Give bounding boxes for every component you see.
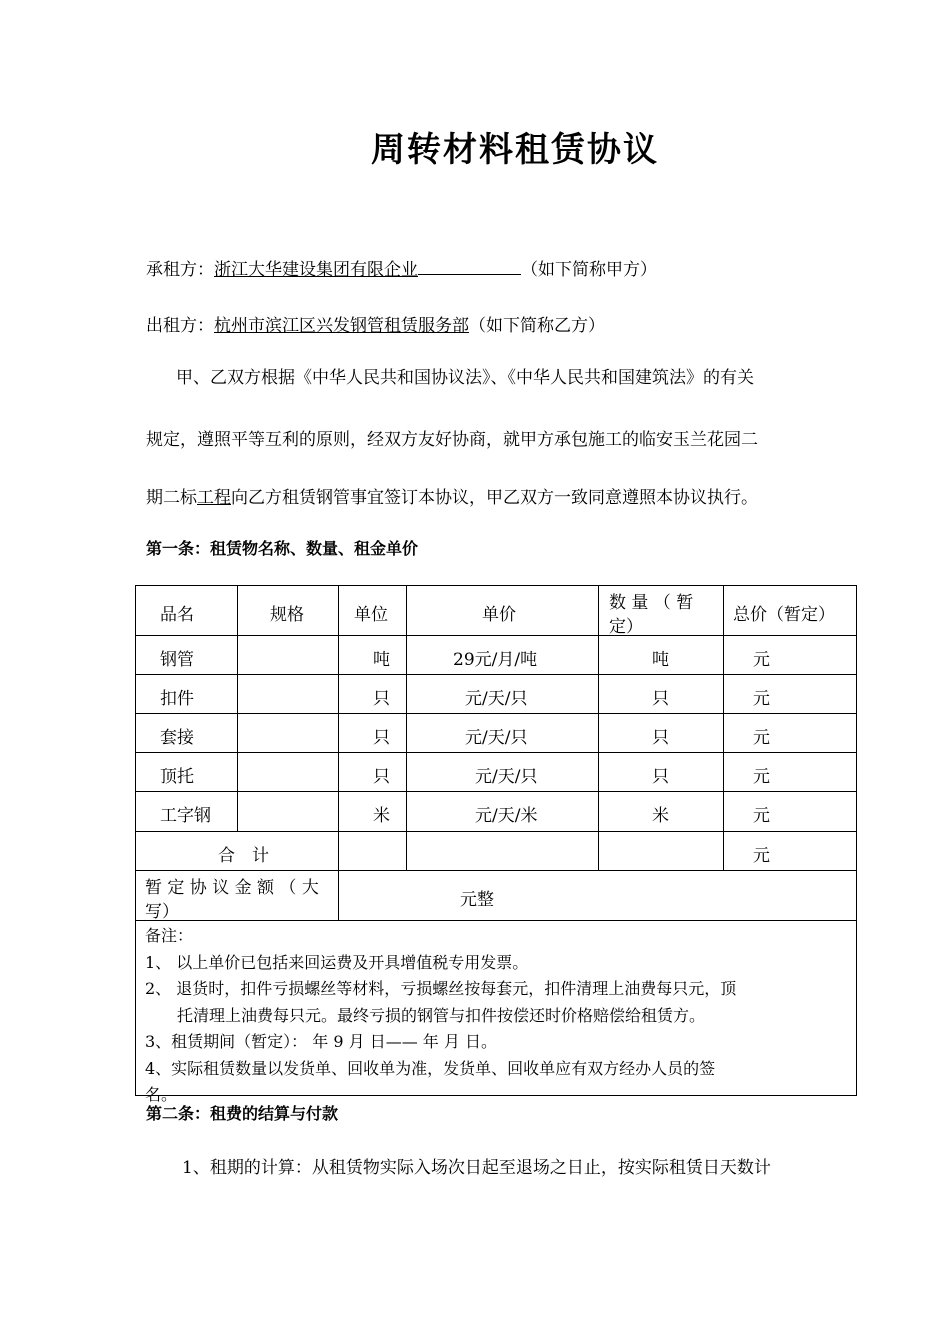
- table-row-cell: [406, 791, 599, 832]
- row-name: 套接: [160, 728, 194, 748]
- row-total: 元: [753, 728, 770, 748]
- table-row-cell: [135, 713, 238, 753]
- note-item: 4、实际租赁数量以发货单、回收单为准，发货单、回收单应有双方经办人员的签: [145, 1058, 716, 1078]
- row-qty: 只: [652, 767, 669, 787]
- row-name: 工字钢: [160, 806, 211, 826]
- amount-label-line1: 暂 定 协 议 金 额 （ 大: [145, 878, 319, 898]
- table-row-cell: [237, 791, 339, 832]
- header-name-cell: [135, 585, 238, 636]
- row-name: 顶托: [160, 767, 194, 787]
- table-row-cell: [406, 752, 599, 792]
- row-qty: 米: [652, 806, 669, 826]
- sum-label-cell: [135, 831, 339, 871]
- table-row-cell: [338, 674, 407, 714]
- table-row-cell: [598, 674, 724, 714]
- row-total: 元: [753, 650, 770, 670]
- header-unit: 单位: [354, 605, 388, 625]
- document-title: 周转材料租赁协议: [371, 130, 659, 170]
- row-unit: 只: [373, 728, 390, 748]
- lessee-suffix: （如下简称甲方）: [521, 260, 657, 280]
- header-name: 品名: [160, 605, 194, 625]
- table-row-cell: [723, 635, 857, 675]
- row-unit: 只: [373, 767, 390, 787]
- table-row-cell: [135, 674, 238, 714]
- sum-price-cell: [406, 831, 599, 871]
- header-spec: 规格: [270, 605, 304, 625]
- lessor-name: 杭州市滨江区兴发钢管租赁服务部: [214, 316, 469, 336]
- article-2-line-1: 1、租期的计算：从租赁物实际入场次日起至退场之日止，按实际租赁日天数计: [182, 1158, 771, 1178]
- amount-label-cell: [135, 870, 339, 921]
- note-item: 名。: [145, 1085, 178, 1104]
- header-qty-line2: 定）: [609, 617, 643, 637]
- note-item: 托清理上油费每只元。最终亏损的钢管与扣件按偿还时价格赔偿给租赁方。: [145, 1005, 706, 1025]
- row-qty: 只: [652, 728, 669, 748]
- note-item: 3、租赁期间（暂定）： 年 9 月 日—— 年 月 日。: [145, 1032, 497, 1051]
- row-total: 元: [753, 806, 770, 826]
- row-total: 元: [753, 689, 770, 709]
- amount-value: 元整: [460, 890, 494, 910]
- table-row-cell: [237, 674, 339, 714]
- header-spec-cell: [237, 585, 339, 636]
- table-row-cell: [135, 791, 238, 832]
- intro-line-3-start: 期二标: [146, 488, 197, 508]
- table-row-cell: [338, 752, 407, 792]
- table-row-cell: [237, 752, 339, 792]
- amount-value-cell: [338, 870, 857, 921]
- header-qty-line1: 数 量 （ 暂: [609, 593, 694, 613]
- table-row-cell: [723, 752, 857, 792]
- lessor-suffix: （如下简称乙方）: [469, 316, 605, 336]
- row-unit: 吨: [373, 650, 390, 670]
- sum-label: 合 计: [218, 846, 269, 866]
- table-row-cell: [598, 791, 724, 832]
- row-qty: 吨: [652, 650, 669, 670]
- lessee-name: 浙江大华建设集团有限企业: [214, 260, 418, 280]
- notes-cell: [135, 920, 857, 1104]
- table-row-cell: [135, 635, 238, 675]
- row-price: 元/天/只: [475, 767, 538, 787]
- lessee-blank-underline: [418, 257, 521, 275]
- row-qty: 只: [652, 689, 669, 709]
- row-price: 元/天/只: [465, 689, 528, 709]
- article-2-heading: 第二条：租费的结算与付款: [146, 1104, 339, 1123]
- note-item: 2、 退货时，扣件亏损螺丝等材料，亏损螺丝按每套元，扣件清理上油费每只元，顶: [145, 979, 737, 998]
- table-row-cell: [338, 635, 407, 675]
- table-row-cell: [723, 674, 857, 714]
- header-total-cell: [723, 585, 857, 636]
- row-total: 元: [753, 767, 770, 787]
- sum-unit-cell: [338, 831, 407, 871]
- row-unit: 只: [373, 689, 390, 709]
- note-item: 1、 以上单价已包括来回运费及开具增值税专用发票。: [145, 952, 529, 972]
- header-price: 单价: [482, 605, 516, 625]
- table-row-cell: [406, 674, 599, 714]
- table-row-cell: [135, 752, 238, 792]
- lessor-label: 出租方：: [146, 316, 214, 336]
- header-total: 总价（暂定）: [733, 605, 835, 625]
- header-unit-cell: [338, 585, 407, 636]
- table-row-cell: [406, 635, 599, 675]
- lessee-line: [146, 255, 657, 280]
- table-row-cell: [237, 713, 339, 753]
- table-row-cell: [406, 713, 599, 753]
- row-unit: 米: [373, 806, 390, 826]
- amount-label-line2: 写）: [145, 902, 179, 922]
- intro-line-3-end: 向乙方租赁钢管事宜签订本协议，甲乙双方一致同意遵照本协议执行。: [231, 488, 758, 508]
- sum-qty-cell: [598, 831, 724, 871]
- table-row-cell: [723, 791, 857, 832]
- sum-total: 元: [753, 846, 770, 866]
- notes-block: [145, 923, 736, 1109]
- project-link: 工程: [197, 488, 231, 508]
- table-row-cell: [237, 635, 339, 675]
- header-price-cell: [406, 585, 599, 636]
- lessor-line: [146, 311, 605, 336]
- table-row-cell: [338, 791, 407, 832]
- lessee-label: 承租方：: [146, 260, 214, 280]
- table-row-cell: [598, 713, 724, 753]
- notes-title: 备注：: [145, 926, 194, 945]
- row-price: 元/天/米: [475, 806, 538, 826]
- table-row-cell: [598, 635, 724, 675]
- table-row-cell: [338, 713, 407, 753]
- intro-line-2: 规定，遵照平等互利的原则，经双方友好协商，就甲方承包施工的临安玉兰花园二: [146, 430, 758, 450]
- intro-line-1: 甲、乙双方根据《中华人民共和国协议法》、《中华人民共和国建筑法》的有关: [176, 368, 754, 388]
- table-row-cell: [723, 713, 857, 753]
- intro-line-3: [146, 483, 758, 508]
- article-1-heading: 第一条：租赁物名称、数量、租金单价: [146, 539, 419, 558]
- header-qty-cell: [598, 585, 724, 636]
- row-price: 29元/月/吨: [453, 650, 538, 670]
- rental-table: [135, 585, 857, 1104]
- sum-total-cell: [723, 831, 857, 871]
- row-name: 扣件: [160, 689, 194, 709]
- table-row-cell: [598, 752, 724, 792]
- row-price: 元/天/只: [465, 728, 528, 748]
- row-name: 钢管: [160, 650, 194, 670]
